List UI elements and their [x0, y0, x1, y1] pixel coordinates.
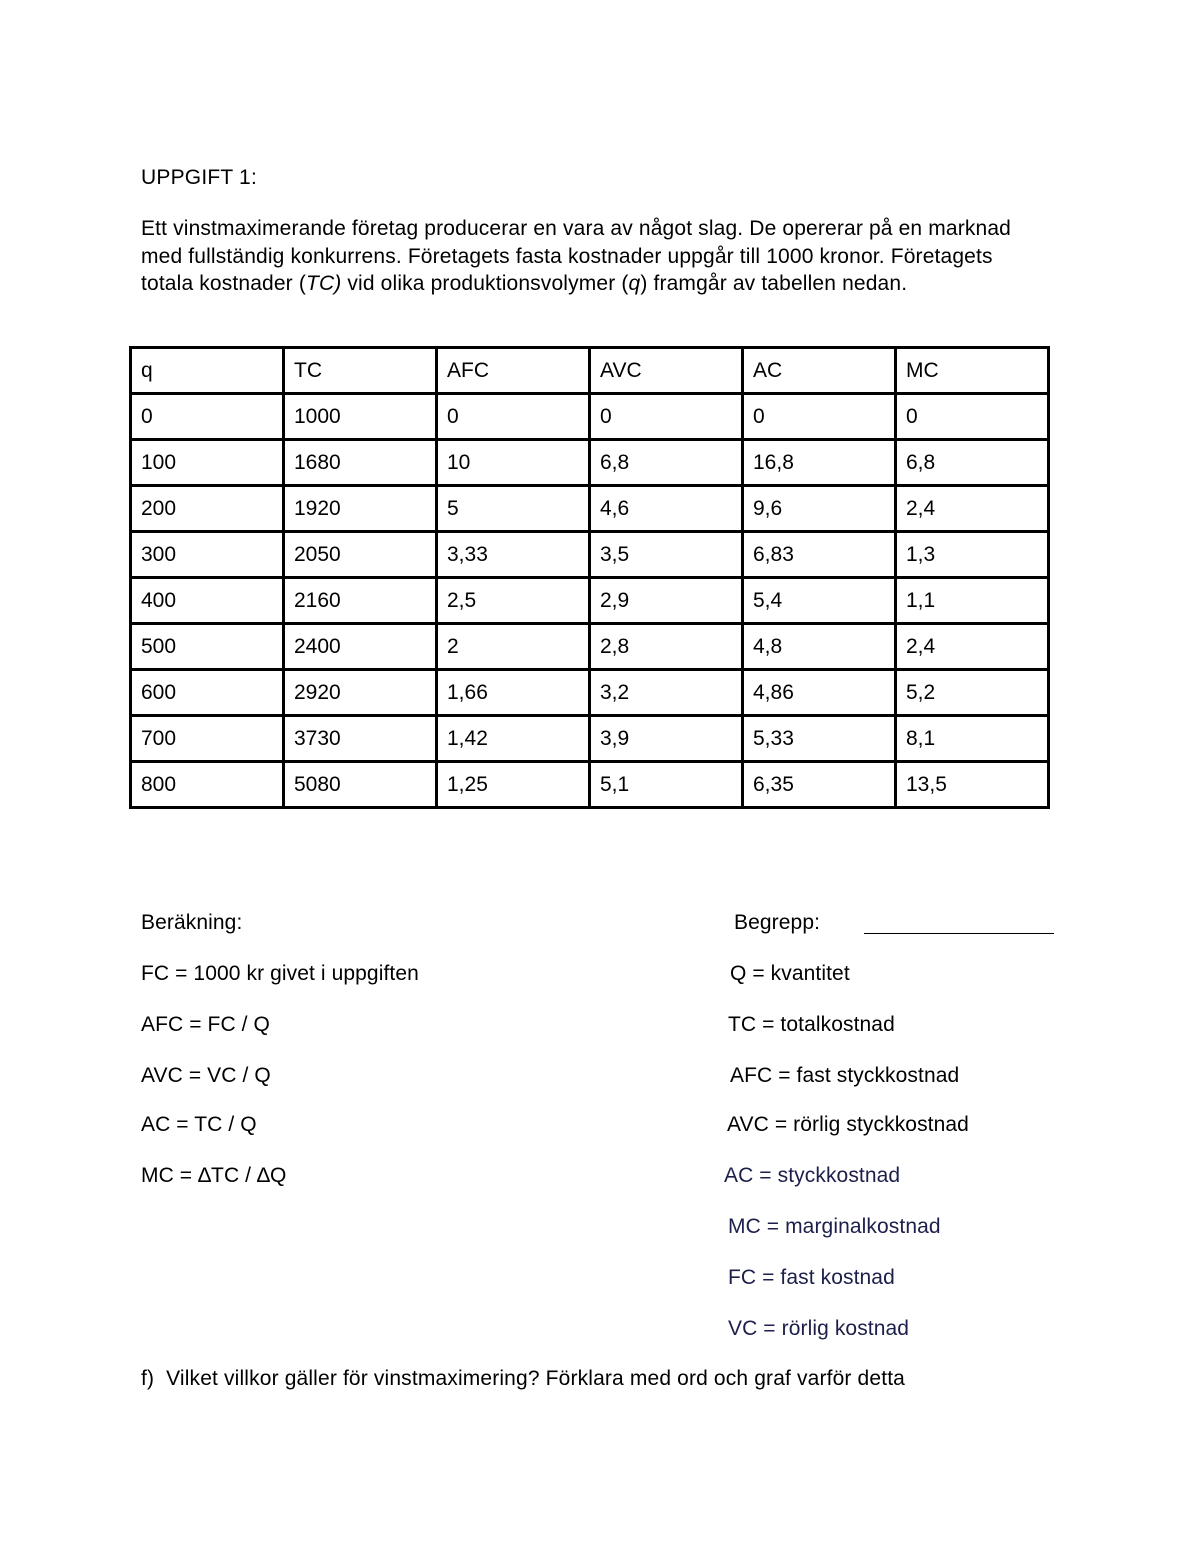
table-cell: 1,66	[437, 670, 590, 716]
table-cell: 2920	[284, 670, 437, 716]
table-header-row	[131, 348, 1049, 394]
table-row	[131, 578, 1049, 624]
concept-q: Q = kvantitet	[730, 962, 850, 985]
table-cell: 4,6	[590, 486, 743, 532]
table-cell: 3730	[284, 716, 437, 762]
concept-avc: AVC = rörlig styckkostnad	[727, 1113, 969, 1136]
table-cell: 1680	[284, 440, 437, 486]
intro-tc-italic: TC)	[305, 272, 342, 295]
header-afc: AFC	[437, 348, 590, 394]
table-cell: 1,25	[437, 762, 590, 808]
table-cell: 2,8	[590, 624, 743, 670]
table-row	[131, 624, 1049, 670]
cost-table	[129, 346, 1050, 809]
table-cell: 2,9	[590, 578, 743, 624]
table-cell: 5,33	[743, 716, 896, 762]
intro-text-3: ) framgår av tabellen nedan.	[640, 272, 908, 295]
table-cell: 5,2	[896, 670, 1049, 716]
concept-fc: FC = fast kostnad	[728, 1266, 895, 1289]
question-f	[141, 1367, 905, 1391]
concept-ac: AC = styckkostnad	[724, 1164, 901, 1187]
blank-underline	[864, 933, 1054, 934]
table-row	[131, 394, 1049, 440]
intro-text-2: vid olika produktionsvolymer (	[341, 272, 629, 295]
formula-mc: MC = ∆TC / ∆Q	[141, 1164, 287, 1187]
formula-afc: AFC = FC / Q	[141, 1013, 270, 1036]
table-cell: 1,1	[896, 578, 1049, 624]
table-cell: 6,8	[896, 440, 1049, 486]
table-cell: 100	[131, 440, 284, 486]
table-cell: 9,6	[743, 486, 896, 532]
header-ac: AC	[743, 348, 896, 394]
table-cell: 4,8	[743, 624, 896, 670]
formula-avc: AVC = VC / Q	[141, 1064, 271, 1087]
table-cell: 0	[590, 394, 743, 440]
table-cell: 2,4	[896, 486, 1049, 532]
table-cell: 3,33	[437, 532, 590, 578]
table-cell: 6,35	[743, 762, 896, 808]
table-cell: 2	[437, 624, 590, 670]
table-cell: 300	[131, 532, 284, 578]
table-cell: 1000	[284, 394, 437, 440]
table-cell: 400	[131, 578, 284, 624]
table-cell: 0	[896, 394, 1049, 440]
calculation-title: Beräkning:	[141, 911, 243, 934]
table-cell: 6,8	[590, 440, 743, 486]
formula-ac: AC = TC / Q	[141, 1113, 257, 1136]
table-cell: 2,5	[437, 578, 590, 624]
table-cell: 16,8	[743, 440, 896, 486]
table-cell: 6,83	[743, 532, 896, 578]
table-cell: 5080	[284, 762, 437, 808]
concept-mc: MC = marginalkostnad	[728, 1215, 941, 1238]
table-cell: 200	[131, 486, 284, 532]
table-cell: 1,3	[896, 532, 1049, 578]
table-cell: 1920	[284, 486, 437, 532]
header-avc: AVC	[590, 348, 743, 394]
table-cell: 5,4	[743, 578, 896, 624]
table-cell: 700	[131, 716, 284, 762]
table-row	[131, 670, 1049, 716]
concepts-title: Begrepp:	[734, 911, 821, 934]
table-cell: 0	[437, 394, 590, 440]
table-row	[131, 762, 1049, 808]
table-cell: 8,1	[896, 716, 1049, 762]
intro-text-1: Ett vinstmaximerande företag producerar en vara av något slag. De opererar på en marknad med fullständig konkurrens. Företagets fasta kostnader uppgår till 1000 kronor. Företagets totala kostnader (	[141, 217, 1011, 295]
table-cell: 1,42	[437, 716, 590, 762]
table-cell: 2,4	[896, 624, 1049, 670]
table-cell: 5	[437, 486, 590, 532]
table-cell: 3,2	[590, 670, 743, 716]
question-text: Vilket villkor gäller för vinstmaximering? Förklara med ord och graf varför detta	[166, 1367, 906, 1390]
concept-afc: AFC = fast styckkostnad	[730, 1064, 960, 1087]
header-tc: TC	[284, 348, 437, 394]
table-cell: 2400	[284, 624, 437, 670]
assignment-heading: UPPGIFT 1:	[141, 166, 257, 189]
table-cell: 13,5	[896, 762, 1049, 808]
table-cell: 0	[131, 394, 284, 440]
table-cell: 800	[131, 762, 284, 808]
table-cell: 2050	[284, 532, 437, 578]
concept-tc: TC = totalkostnad	[728, 1013, 895, 1036]
header-q: q	[131, 348, 284, 394]
concept-vc: VC = rörlig kostnad	[728, 1317, 910, 1340]
question-label: f)	[141, 1367, 155, 1390]
table-cell: 3,9	[590, 716, 743, 762]
table-cell: 10	[437, 440, 590, 486]
formula-fc: FC = 1000 kr givet i uppgiften	[141, 962, 419, 985]
table-cell: 600	[131, 670, 284, 716]
table-cell: 2160	[284, 578, 437, 624]
intro-paragraph	[141, 215, 1041, 298]
table-row	[131, 532, 1049, 578]
table-row	[131, 716, 1049, 762]
table-cell: 4,86	[743, 670, 896, 716]
intro-q-italic: q	[628, 272, 641, 295]
table-cell: 0	[743, 394, 896, 440]
table-row	[131, 440, 1049, 486]
header-mc: MC	[896, 348, 1049, 394]
table-cell: 5,1	[590, 762, 743, 808]
table-cell: 3,5	[590, 532, 743, 578]
table-row	[131, 486, 1049, 532]
table-cell: 500	[131, 624, 284, 670]
